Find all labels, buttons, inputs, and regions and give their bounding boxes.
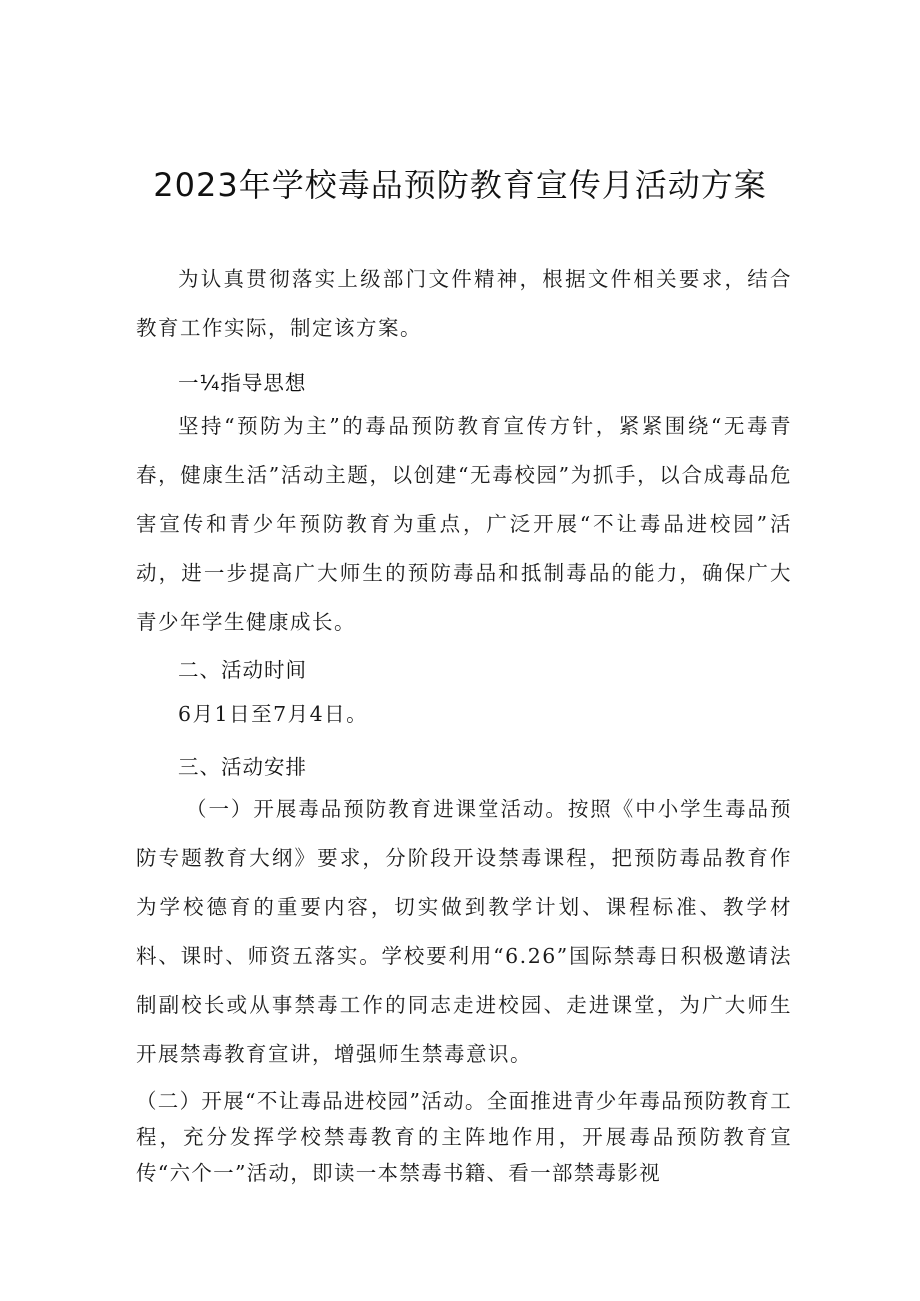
arrangement-item-2: （二）开展“不让毒品进校园”活动。全面推进青少年毒品预防教育工程，充分发挥学校禁毒教育的主阵地作用，开展毒品预防教育宣传“六个一”活动，即读一本禁毒书籍、看一部禁毒影视 xyxy=(136,1089,792,1185)
activity-time-paragraph: 6月1日至7月4日。 xyxy=(178,702,369,726)
section-heading-activity-time: 二、活动时间 xyxy=(178,658,307,682)
section-heading-guiding-ideology: 一¼指导思想 xyxy=(178,371,307,395)
arrangement-item-1: （一）开展毒品预防教育进课堂活动。按照《中小学生毒品预防专题教育大纲》要求，分阶段开设禁毒课程，把预防毒品教育作为学校德育的重要内容，切实做到教学计划、课程标准、教学材料、课时、师资五落实。学校要利用“6.26”国际禁毒日积极邀请法制副校长或从事禁毒工作的同志走进校园、走进课堂，为广大师生开展禁毒教育宣讲，增强师生禁毒意识。 xyxy=(136,797,792,1066)
intro-paragraph: 为认真贯彻落实上级部门文件精神，根据文件相关要求，结合教育工作实际，制定该方案。 xyxy=(136,267,792,340)
section-heading-activity-arrangement: 三、活动安排 xyxy=(178,755,307,779)
document-title: 2023年学校毒品预防教育宣传月活动方案 xyxy=(153,166,767,204)
guiding-ideology-paragraph: 坚持“预防为主”的毒品预防教育宣传方针，紧紧围绕“无毒青春，健康生活”活动主题，以创建“无毒校园”为抓手，以合成毒品危害宣传和青少年预防教育为重点，广泛开展“不让毒品进校园”活动，进一步提高广大师生的预防毒品和抵制毒品的能力，确保广大青少年学生健康成长。 xyxy=(136,414,792,634)
